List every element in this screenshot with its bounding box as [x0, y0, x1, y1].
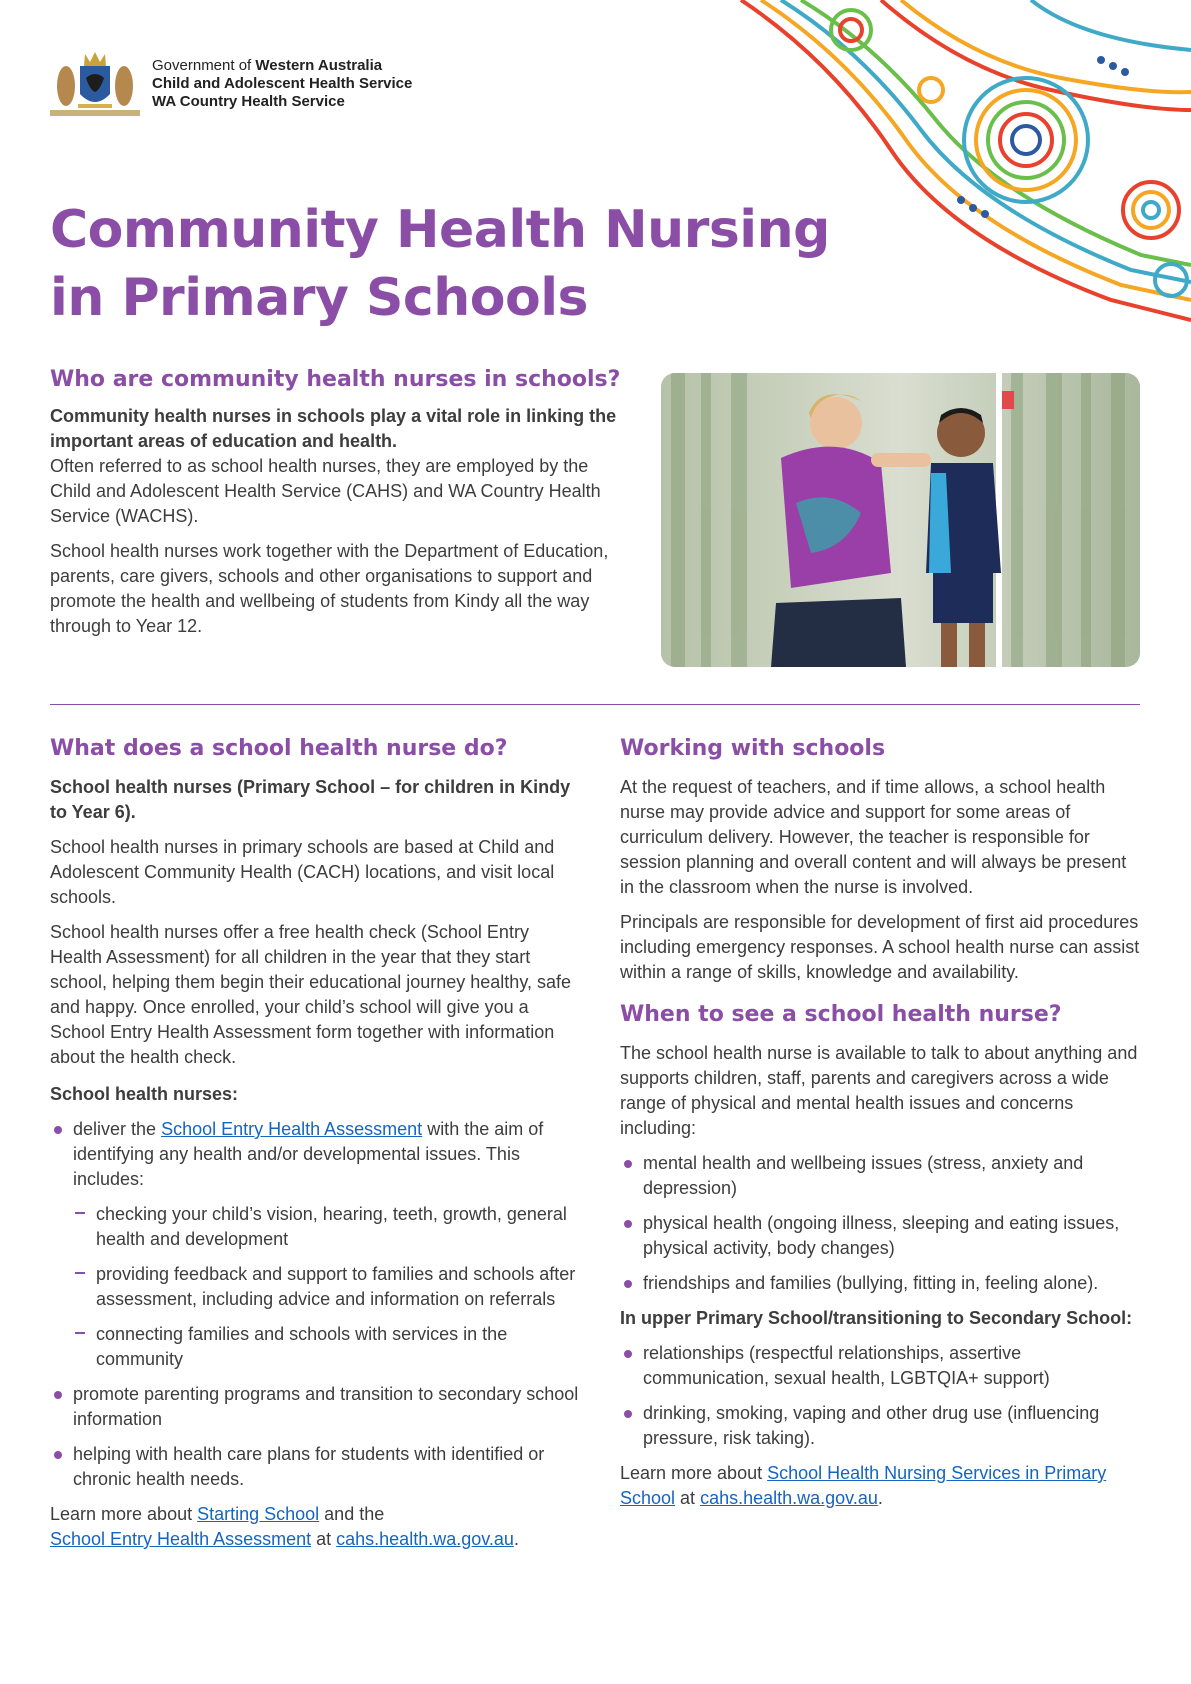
concerns-list — [620, 1151, 1140, 1296]
what-lead: School health nurses (Primary School – for children in Kindy to Year 6). — [50, 777, 571, 822]
school-entry-assessment-link[interactable]: School Entry Health Assessment — [161, 1119, 423, 1139]
upper-primary-list — [620, 1341, 1140, 1451]
intro-heading: Who are community health nurses in schools? — [50, 367, 621, 392]
intro-section — [50, 366, 630, 639]
when-learn-more: Learn more about School Health Nursing Services in Primary School at cahs.health.wa.gov.au. — [620, 1463, 1107, 1508]
working-heading: Working with schools — [620, 736, 886, 761]
page-title: Community Health Nursing in Primary Schools — [50, 200, 830, 328]
list-item: connecting families and schools with services in the community — [73, 1322, 580, 1372]
list-item: relationships (respectful relationships, assertive communication, sexual health, LGBTQIA+ support) — [620, 1341, 1140, 1391]
what-heading: What does a school health nurse do? — [50, 736, 508, 761]
list-item: providing feedback and support to families and schools after assessment, including advice and information on referrals — [73, 1262, 580, 1312]
list-item: drinking, smoking, vaping and other drug use (influencing pressure, risk taking). — [620, 1401, 1140, 1451]
what-subheading: School health nurses: — [50, 1084, 239, 1104]
list-item: deliver the School Entry Health Assessment with the aim of identifying any health and/or developmental issues. This includes: checking your child’s vision, hearing, teeth, growth, general health and development providing feedback and support to families and schools after assessment, including advice and information on referrals connecting families and schools with services in the community — [50, 1117, 580, 1372]
list-item: physical health (ongoing illness, sleeping and eating issues, physical activity, body changes) — [620, 1211, 1140, 1261]
nurse-duties-list — [50, 1117, 580, 1492]
section-divider — [50, 704, 1140, 705]
what-paragraph-2: School health nurses offer a free health check (School Entry Health Assessment) for all children in the year that they start school, helping them begin their educational journey healthy, safe and happy. Once enrolled, your child’s school will give you a School Entry Health Assessment form together with information about the health check. — [50, 922, 572, 1067]
cahs-website-link[interactable]: cahs.health.wa.gov.au — [336, 1529, 514, 1549]
government-logo — [50, 48, 450, 120]
what-learn-more: Learn more about Starting School and the School Entry Health Assessment at cahs.health.wa.gov.au. — [50, 1504, 519, 1549]
org-line-wachs: WA Country Health Service — [152, 93, 345, 110]
intro-paragraph-1: Often referred to as school health nurses, they are employed by the Child and Adolescent Health Service (CAHS) and WA Country Health Service (WACHS). — [50, 456, 601, 526]
photo-illustration — [661, 373, 1140, 667]
nurse-child-photo — [661, 373, 1140, 667]
list-item: promote parenting programs and transition to secondary school information — [50, 1382, 580, 1432]
working-paragraph-2: Principals are responsible for development of first aid procedures including emergency responses. A school health nurse can assist within a range of skills, knowledge and availability. — [620, 912, 1140, 982]
what-paragraph-1: School health nurses in primary schools are based at Child and Adolescent Community Health (CACH) locations, and visit local schools. — [50, 837, 555, 907]
list-item: checking your child’s vision, hearing, teeth, growth, general health and development — [73, 1202, 580, 1252]
when-subheading: In upper Primary School/transitioning to Secondary School: — [620, 1308, 1133, 1328]
what-section — [50, 735, 580, 1552]
intro-paragraph-2: School health nurses work together with the Department of Education, parents, care givers, schools and other organisations to support and promote the health and wellbeing of students from Kindy all the way through to Year 12. — [50, 541, 609, 636]
list-item: mental health and wellbeing issues (stress, anxiety and depression) — [620, 1151, 1140, 1201]
working-section — [620, 735, 1140, 1511]
school-entry-health-assessment-link[interactable]: School Entry Health Assessment — [50, 1529, 312, 1549]
org-line-government: Government of Western Australia — [152, 57, 383, 74]
cahs-website-link[interactable]: cahs.health.wa.gov.au — [700, 1488, 878, 1508]
intro-lead: Community health nurses in schools play a vital role in linking the important areas of education and health. — [50, 406, 617, 451]
when-heading: When to see a school health nurse? — [620, 1002, 1062, 1027]
list-item: friendships and families (bullying, fitting in, feeling alone). — [620, 1271, 1140, 1296]
organisation-names — [152, 57, 412, 111]
coat-of-arms-icon — [50, 48, 140, 120]
when-paragraph-1: The school health nurse is available to talk to about anything and supports children, staff, parents and caregivers across a wide range of physical and mental health issues and concerns including: — [620, 1043, 1138, 1138]
org-line-cahs: Child and Adolescent Health Service — [152, 75, 413, 92]
working-paragraph-1: At the request of teachers, and if time allows, a school health nurse may provide advice and support for some areas of curriculum delivery. However, the teacher is responsible for session planning and overall content and will always be present in the classroom when the nurse is involved. — [620, 777, 1127, 897]
school-health-nursing-services-link[interactable]: School Health Nursing Services in Primary School — [620, 1463, 1107, 1508]
assessment-includes-list — [73, 1202, 580, 1372]
starting-school-link[interactable]: Starting School — [197, 1504, 320, 1524]
list-item: helping with health care plans for students with identified or chronic health needs. — [50, 1442, 580, 1492]
